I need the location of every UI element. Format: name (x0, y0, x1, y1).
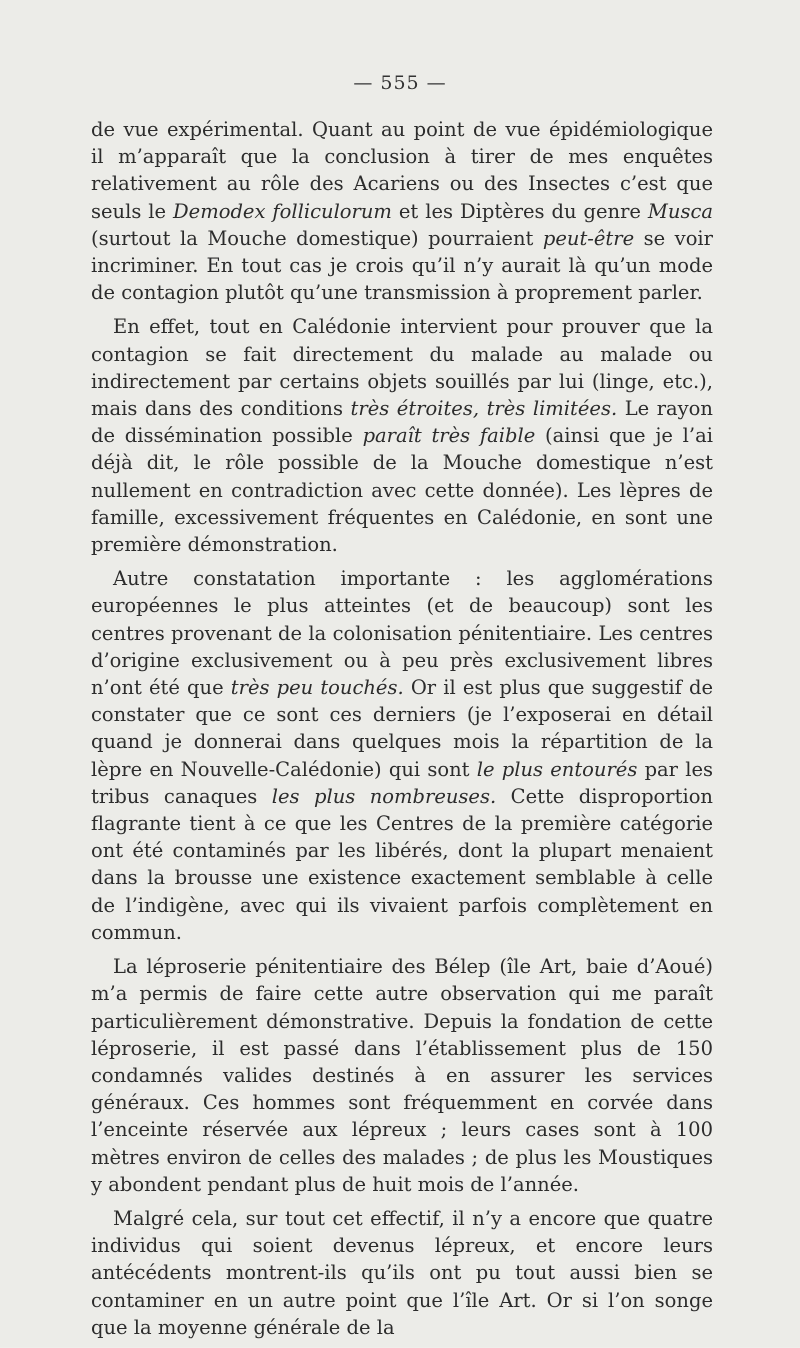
text-segment: se voir incriminer. En tout cas je crois qu’il n’y aurait là qu’un mode de contagion plutôt qu’une transmission à proprement parler. (91, 226, 713, 305)
italic-segment: paraît très faible (362, 424, 536, 448)
paragraph-3 (91, 565, 713, 946)
text-segment: et les Diptères du genre (391, 199, 648, 223)
text-segment: Malgré cela, sur tout cet effectif, il n’y a encore que quatre individus qui soient devenus lépreux, et encore leurs antécédents montrent-ils qu’ils ont pu tout aussi bien se contaminer en un autre point que l’île Art. Or si l’on songe que la moyenne générale de la (91, 1206, 713, 1339)
text-segment: (surtout la Mouche domestique) pourraient (91, 226, 543, 250)
text-segment: Or il est plus que suggestif de constater que ce sont ces derniers (je l’exposerai en détail quand je donnerai dans quelques mois la répartition de la lèpre en Nouvelle-Calédonie) qui sont (91, 676, 713, 781)
paragraph-4 (91, 953, 713, 1198)
italic-segment: le plus entourés (476, 757, 638, 781)
text-segment: Autre constatation importante : les agglomérations européennes le plus atteintes (et de beaucoup) sont les centres provenant de la colonisation pénitentiaire. Les centres d’origine exclusivement ou à peu près exclusivement libres n’ont été que (91, 567, 713, 700)
paragraph-2 (91, 313, 713, 558)
text-segment: (ainsi que je l’ai déjà dit, le rôle possible de la Mouche domestique n’est nullement en contradiction avec cette donnée). Les lèpres de famille, excessivement fréquentes en Calédonie, en sont une première démonstration. (91, 424, 713, 557)
text-segment: Le rayon de dissémination possible (91, 397, 713, 448)
body-text (91, 116, 713, 1348)
italic-segment: très peu touchés. (230, 676, 404, 700)
italic-segment: peut-être (542, 226, 635, 250)
paragraph-5 (91, 1205, 713, 1341)
text-segment: La léproserie pénitentiaire des Bélep (île Art, baie d’Aoué) m’a permis de faire cette autre observation qui me paraît particulièrement démonstrative. Depuis la fondation de cette léproserie, il est passé dans l’établissement plus de 150 condamnés valides destinés à en assurer les services généraux. Ces hommes sont fréquemment en corvée dans l’enceinte réservée aux lépreux ; leurs cases sont à 100 mètres environ de celles des malades ; de plus les Moustiques y abondent pendant plus de huit mois de l’année. (91, 955, 713, 1196)
text-segment: Cette disproportion flagrante tient à ce que les Centres de la première catégorie ont été contaminés par les libérés, dont la plupart menaient dans la brousse une existence exactement semblable à celle de l’indigène, avec qui ils vivaient parfois complètement en commun. (91, 784, 713, 944)
italic-segment: très étroites, très limitées. (350, 397, 618, 421)
text-segment: En effet, tout en Calédonie intervient pour prouver que la contagion se fait directement du malade au malade ou indirectement par certains objets souillés par lui (linge, etc.), mais dans des conditions (91, 315, 713, 421)
italic-segment: les plus nombreuses. (271, 784, 497, 808)
italic-segment: Musca (647, 199, 714, 223)
italic-segment: Demodex folliculorum (173, 199, 392, 223)
page-number: — 555 — (353, 72, 447, 94)
text-segment: de vue expérimental. Quant au point de vue épidémiologique il m’apparaît que la conclusion à tirer de mes enquêtes relativement au rôle des Acariens ou des Insectes c’est que seuls le (91, 118, 713, 223)
text-segment: par les tribus canaques (91, 757, 714, 808)
paragraph-1 (91, 116, 713, 306)
